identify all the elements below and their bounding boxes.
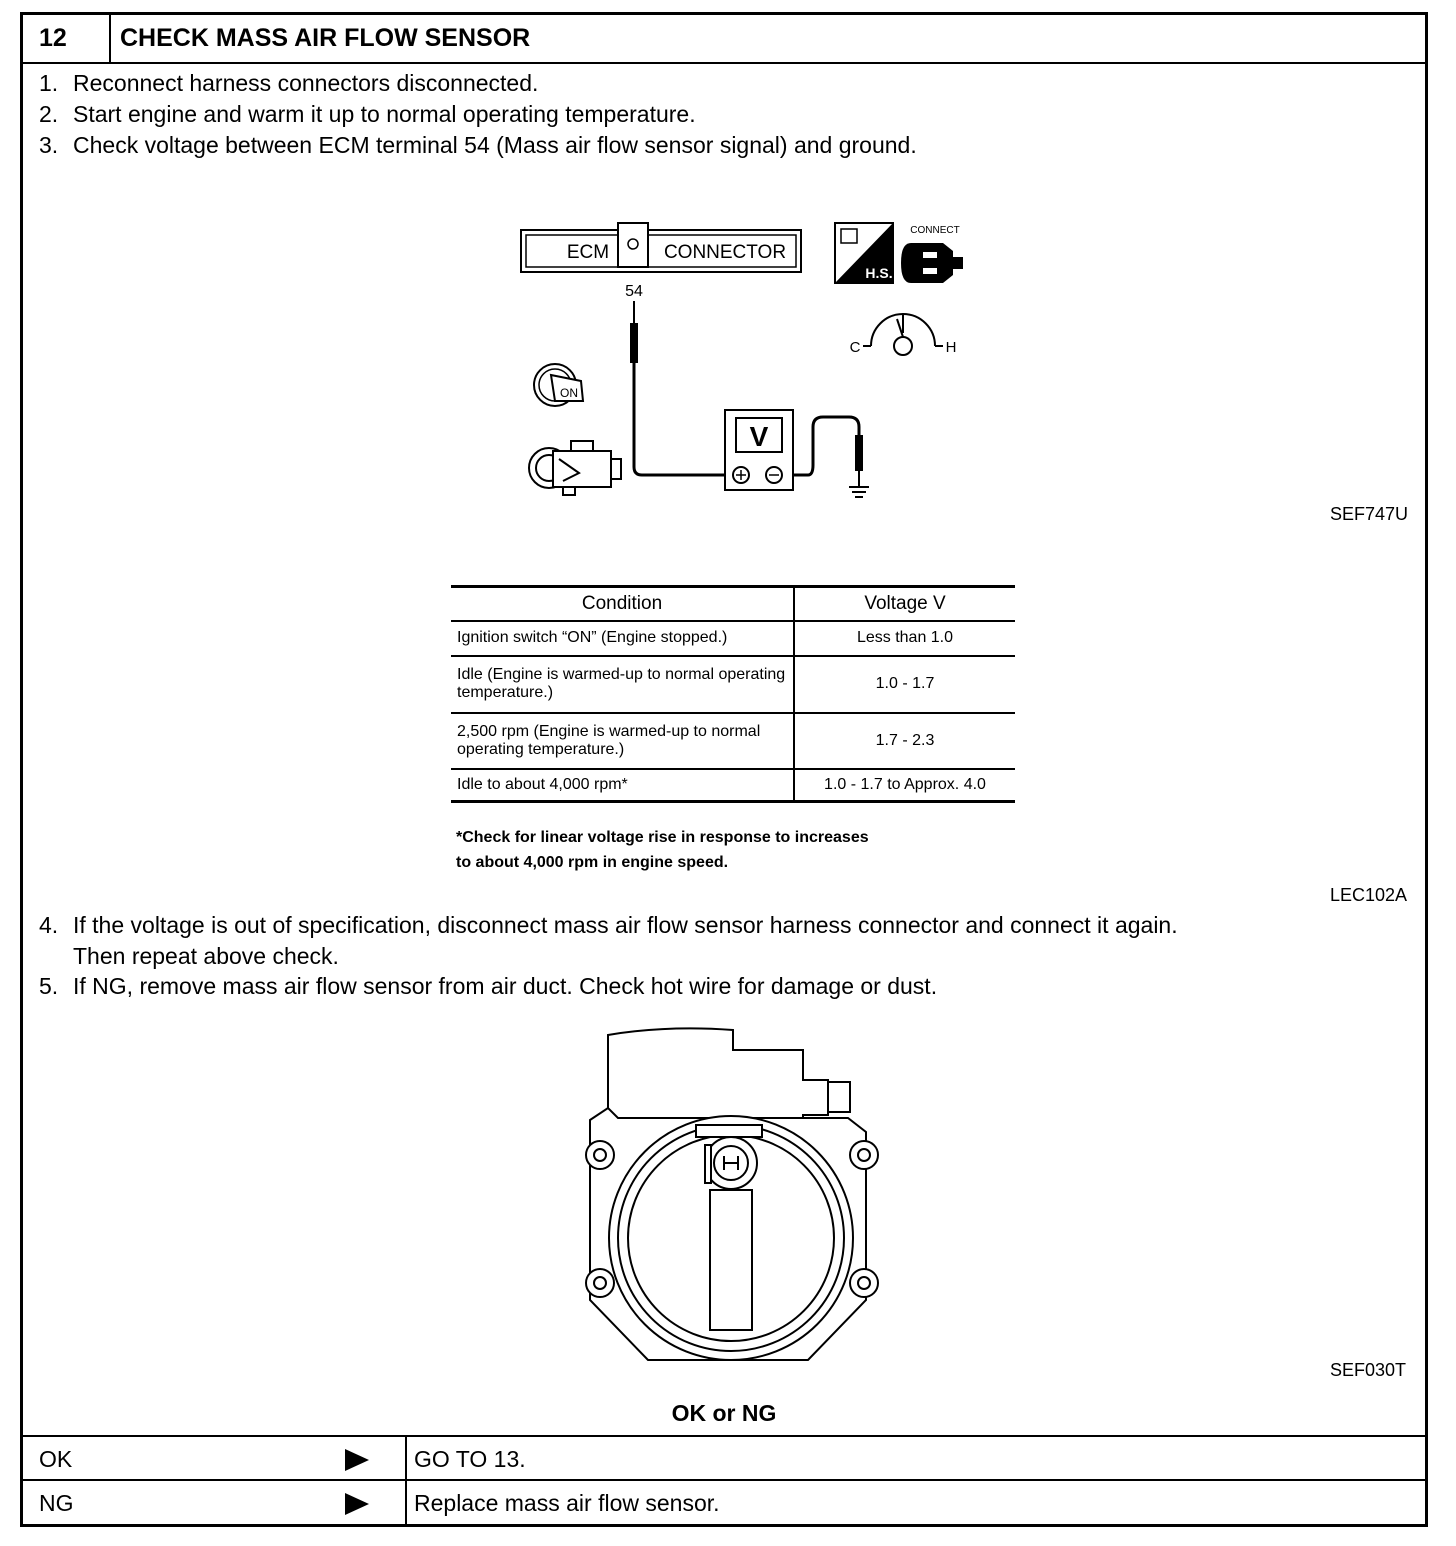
result-ok-label: OK xyxy=(39,1446,73,1472)
ecm-label: ECM xyxy=(566,242,610,263)
ok-or-ng-title: OK or NG xyxy=(671,1400,777,1426)
connector-label: CONNECTOR xyxy=(663,242,787,263)
result-ng-label: NG xyxy=(39,1490,74,1516)
ecm-connector xyxy=(521,223,801,272)
harness-side-icon xyxy=(835,223,893,283)
temperature-gauge-icon xyxy=(850,314,957,356)
positive-lead xyxy=(634,363,725,475)
table-row: Idle (Engine is warmed-up to normal operating temperature.) 1.0 - 1.7 xyxy=(451,656,1015,713)
instruction-step-3: 3. Check voltage between ECM terminal 54 (Mass air flow sensor signal) and ground. xyxy=(39,132,917,158)
result-row-ok xyxy=(23,1435,1425,1481)
table-header-condition: Condition xyxy=(451,587,794,621)
ecm-voltage-check-figure xyxy=(493,205,963,505)
instruction-step-2: 2. Start engine and warm it up to normal operating temperature. xyxy=(39,101,696,127)
sensor-housing-top xyxy=(608,1028,828,1120)
connect-icon xyxy=(901,243,963,283)
procedure-title: CHECK MASS AIR FLOW SENSOR xyxy=(120,24,531,52)
gauge-hot-label: H xyxy=(945,339,957,356)
ground-symbol xyxy=(849,487,869,497)
gauge-cold-label: C xyxy=(849,339,861,356)
ignition-key-on-icon xyxy=(534,364,583,406)
voltmeter-label: V xyxy=(749,421,769,452)
instruction-step-4: 4. If the voltage is out of specification, disconnect mass air flow sensor harness connector and connect it again. xyxy=(39,912,1178,938)
table-footnote: *Check for linear voltage rise in response to increases to about 4,000 rpm in engine speed. xyxy=(456,829,869,871)
arrow-right-icon xyxy=(345,1493,369,1515)
probe-handle xyxy=(630,323,638,363)
result-ng-action: Replace mass air flow sensor. xyxy=(414,1490,720,1516)
ignition-on-label: ON xyxy=(560,386,578,400)
mass-air-flow-sensor-figure xyxy=(548,1020,908,1365)
terminal-number: 54 xyxy=(625,283,643,300)
hs-label: H.S. xyxy=(865,265,893,281)
step-number: 12 xyxy=(23,15,111,62)
instruction-step-5: 5. If NG, remove mass air flow sensor from air duct. Check hot wire for damage or dust. xyxy=(39,973,938,999)
voltage-spec-table xyxy=(451,585,1015,803)
figure-code-sef747u: SEF747U xyxy=(1330,504,1409,524)
instruction-step-4-cont: Then repeat above check. xyxy=(73,943,339,969)
negative-lead xyxy=(793,417,859,475)
engine-running-icon xyxy=(529,441,621,495)
figure-code-lec102a: LEC102A xyxy=(1330,885,1408,905)
procedure-frame xyxy=(20,12,1428,1527)
ground-probe xyxy=(855,435,863,471)
result-ok-action: GO TO 13. xyxy=(414,1446,526,1472)
probe-mount xyxy=(696,1125,762,1137)
harness-connector-tab xyxy=(828,1082,850,1112)
arrow-right-icon xyxy=(345,1449,369,1471)
connect-label: CONNECT xyxy=(910,225,960,236)
table-row: 2,500 rpm (Engine is warmed-up to normal operating temperature.) 1.7 - 2.3 xyxy=(451,713,1015,769)
table-row: Idle to about 4,000 rpm* 1.0 - 1.7 to Approx. 4.0 xyxy=(451,769,1015,802)
probe-clip xyxy=(705,1145,711,1183)
table-header-voltage: Voltage V xyxy=(794,587,1015,621)
table-row: Ignition switch “ON” (Engine stopped.) Less than 1.0 xyxy=(451,621,1015,656)
procedure-header xyxy=(23,15,1425,64)
result-row-ng xyxy=(23,1479,1425,1526)
instruction-step-1: 1. Reconnect harness connectors disconnected. xyxy=(39,70,539,96)
voltmeter xyxy=(725,410,793,490)
sensor-probe-body xyxy=(710,1190,752,1330)
figure-code-sef030t: SEF030T xyxy=(1330,1360,1407,1380)
